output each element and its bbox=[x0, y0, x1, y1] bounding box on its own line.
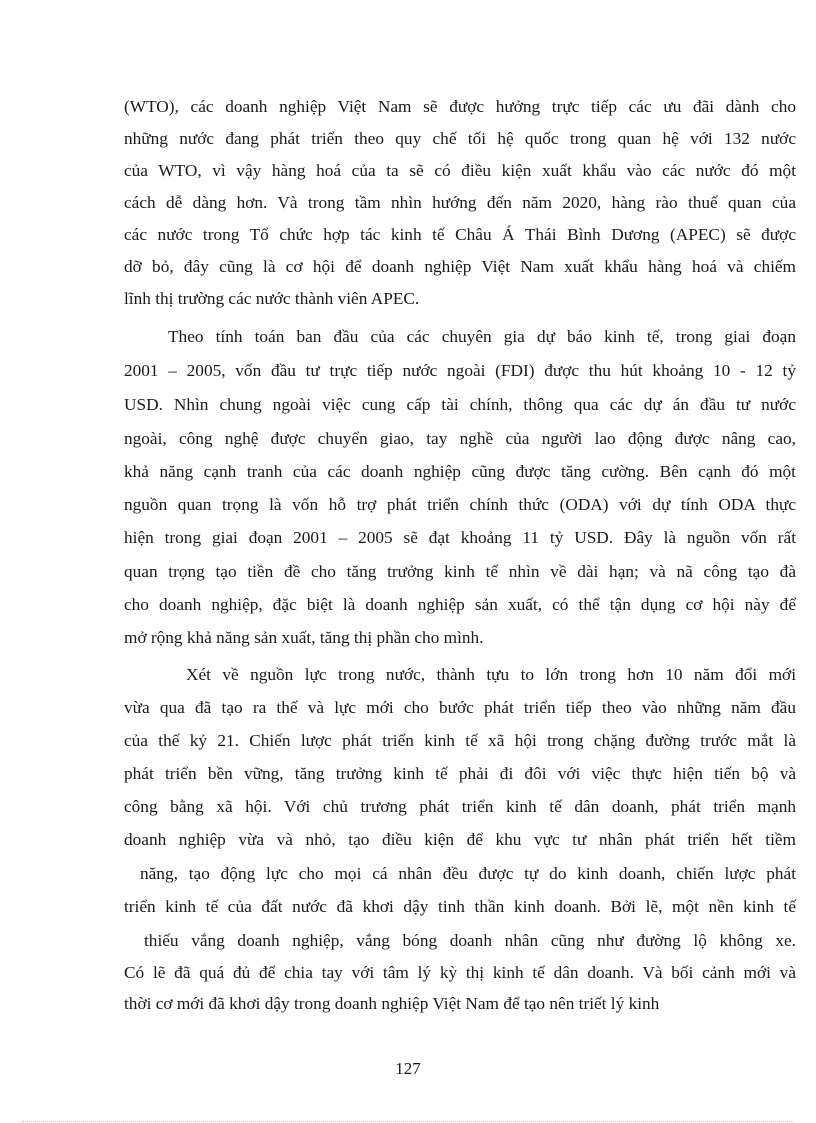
text-line: Xét về nguồn lực trong nước, thành tựu to lớn trong hơn 10 năm đổi mới bbox=[186, 665, 796, 684]
text-line: doanh nghiệp vừa và nhỏ, tạo điều kiện để khu vực tư nhân phát triển hết tiềm bbox=[124, 830, 796, 849]
page-number: 127 bbox=[395, 1059, 421, 1078]
text-line: cho doanh nghiệp, đặc biệt là doanh nghiệp sản xuất, có thể tận dụng cơ hội này để bbox=[124, 595, 796, 614]
text-line: 2001 – 2005, vốn đầu tư trực tiếp nước ngoài (FDI) được thu hút khoảng 10 - 12 tỷ bbox=[124, 361, 796, 380]
text-line: khả năng cạnh tranh của các doanh nghiệp cũng được tăng cường. Bên cạnh đó một bbox=[124, 462, 796, 481]
text-line: triển kinh tế của đất nước đã khơi dậy tinh thần kinh doanh. Bởi lẽ, một nền kinh tế bbox=[124, 897, 796, 916]
text-line: thiếu vắng doanh nghiệp, vắng bóng doanh nhân cũng như đường lộ không xe. bbox=[144, 931, 796, 950]
text-line: năng, tạo động lực cho mọi cá nhân đều được tự do kinh doanh, chiến lược phát bbox=[140, 864, 796, 883]
text-line: thời cơ mới đã khơi dậy trong doanh nghiệp Việt Nam để tạo nên triết lý kinh bbox=[124, 994, 660, 1013]
text-line: quan trọng tạo tiền đề cho tăng trưởng kinh tế nhìn về dài hạn; và nã công tạo đà bbox=[124, 562, 796, 581]
text-line: hiện trong giai đoạn 2001 – 2005 sẽ đạt khoảng 11 tỷ USD. Đây là nguồn vốn rất bbox=[124, 528, 796, 547]
text-line: Theo tính toán ban đầu của các chuyên gia dự báo kinh tế, trong giai đoạn bbox=[168, 327, 796, 346]
text-line: cách dễ dàng hơn. Và trong tầm nhìn hướng đến năm 2020, hàng rào thuế quan của bbox=[124, 193, 796, 212]
text-line: phát triển bền vững, tăng trưởng kinh tế phải đi đôi với việc thực hiện tiến bộ và bbox=[124, 764, 796, 783]
text-line: công bằng xã hội. Với chủ trương phát triển kinh tế dân doanh, phát triển mạnh bbox=[124, 797, 796, 816]
text-line: của WTO, vì vậy hàng hoá của ta sẽ có điều kiện xuất khẩu vào các nước đó một bbox=[124, 161, 796, 180]
text-line: mở rộng khả năng sản xuất, tăng thị phần cho mình. bbox=[124, 628, 484, 647]
text-line: dỡ bỏ, đây cũng là cơ hội để doanh nghiệp Việt Nam xuất khẩu hàng hoá và chiếm bbox=[124, 257, 796, 276]
footer-divider bbox=[22, 1121, 794, 1122]
text-line: (WTO), các doanh nghiệp Việt Nam sẽ được hưởng trực tiếp các ưu đãi dành cho bbox=[124, 97, 796, 116]
text-line: vừa qua đã tạo ra thế và lực mới cho bước phát triển tiếp theo vào những năm đầu bbox=[124, 698, 796, 717]
text-line: những nước đang phát triển theo quy chế tối hệ quốc trong quan hệ với 132 nước bbox=[124, 129, 796, 148]
text-line: ngoài, công nghệ được chuyển giao, tay nghề của người lao động được nâng cao, bbox=[124, 429, 796, 448]
text-line: USD. Nhìn chung ngoài việc cung cấp tài chính, thông qua các dự án đầu tư nước bbox=[124, 395, 796, 414]
text-line: các nước trong Tổ chức hợp tác kinh tế Châu Á Thái Bình Dương (APEC) sẽ được bbox=[124, 225, 796, 244]
text-line: của thế kỷ 21. Chiến lược phát triển kinh tế xã hội trong chặng đường trước mắt là bbox=[124, 731, 796, 750]
text-line: lĩnh thị trường các nước thành viên APEC. bbox=[124, 289, 420, 308]
text-line: nguồn quan trọng là vốn hỗ trợ phát triển chính thức (ODA) với dự tính ODA thực bbox=[124, 495, 796, 514]
text-line: Có lẽ đã quá đủ để chia tay với tâm lý kỳ thị kinh tế dân doanh. Và bối cảnh mới và bbox=[124, 963, 796, 982]
